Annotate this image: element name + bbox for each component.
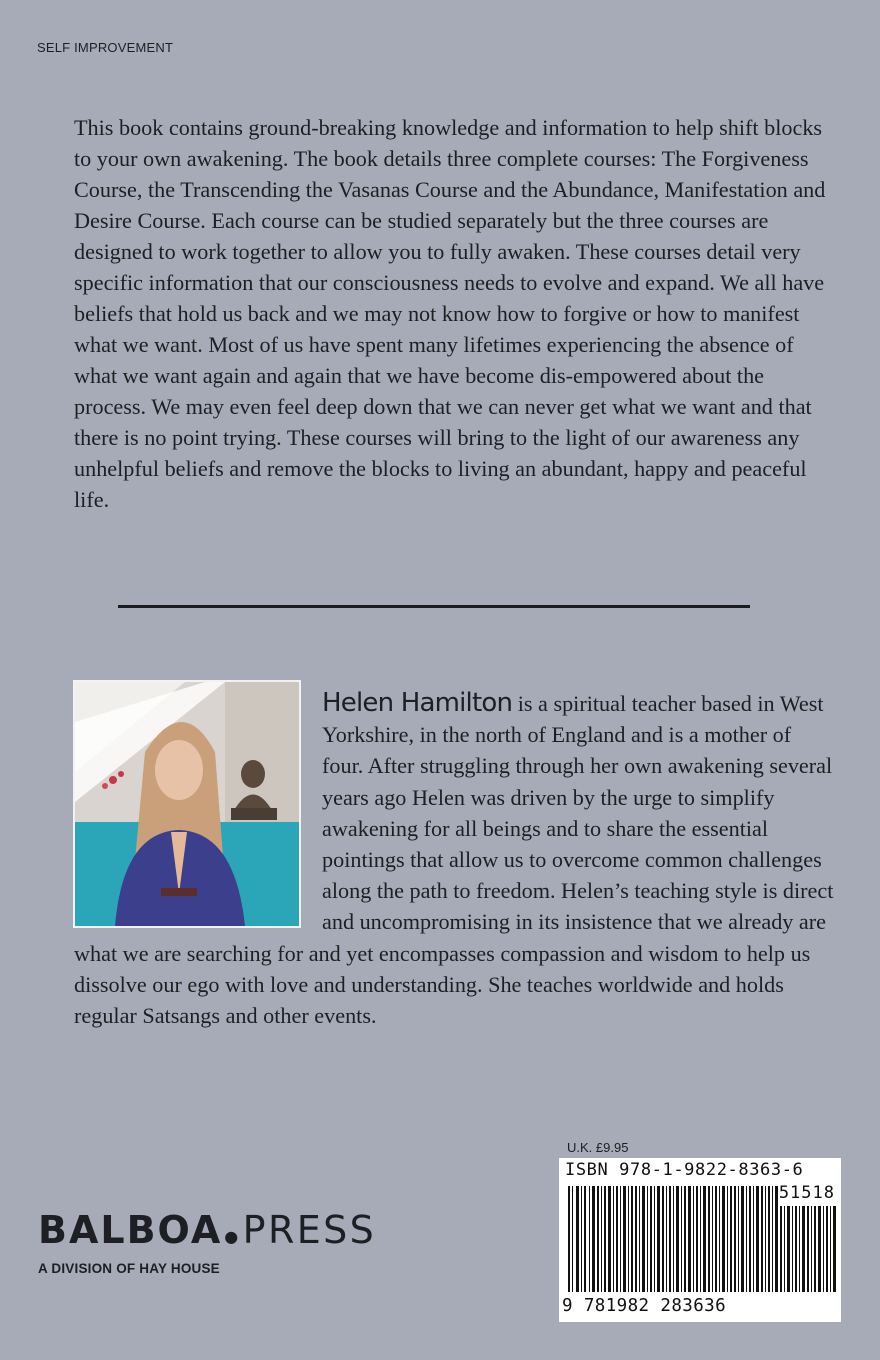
- barcode: [559, 1158, 841, 1322]
- publisher-name-bold: BALBOA: [38, 1208, 223, 1252]
- author-name: Helen Hamilton: [322, 688, 513, 718]
- price-label: U.K. £9.95: [567, 1140, 629, 1155]
- publisher-dot-icon: ●: [224, 1227, 241, 1246]
- author-bio-text: is a spiritual teacher based in West Yorkshire, in the north of England and is a mother of four. After struggling through her own awakening several years ago Helen was driven by the urge to simplify awakening for all beings and to share the essential pointings that allow us to overcome common challenges along the path to freedom. Helen’s teaching style is direct and uncompromising in its insistence that we already are what we are searching for and yet encompasses compassion and wisdom to help us dissolve our ego with love and understanding. She teaches worldwide and holds regular Satsangs and other events.: [74, 691, 834, 1029]
- publisher-name-light: PRESS: [242, 1208, 377, 1252]
- price-code: 51518: [778, 1183, 835, 1203]
- publisher-tagline: A DIVISION OF HAY HOUSE: [38, 1261, 220, 1276]
- category-label: SELF IMPROVEMENT: [37, 40, 174, 55]
- barcode-number: 9 781982 283636: [562, 1296, 727, 1316]
- isbn-text: ISBN 978-1-9822-8363-6: [565, 1160, 804, 1180]
- section-divider: [118, 605, 750, 608]
- publisher-logo: [38, 1208, 376, 1276]
- book-description: This book contains ground-breaking knowledge and information to help shift blocks to your own awakening. The book details three complete courses: The Forgiveness Course, the Transcending the Vasanas Course and the Abundance, Manifestation and Desire Course. Each course can be studied separately but the three courses are designed to work together to allow you to fully awaken. These courses detail very specific information that our consciousness needs to evolve and expand. We all have beliefs that hold us back and we may not know how to forgive or how to manifest what we want. Most of us have spent many lifetimes experiencing the absence of what we want again and again that we have become dis-empowered about the process. We may even feel deep down that we can never get what we want and that there is no point trying. These courses will bring to the light of our awareness any unhelpful beliefs and remove the blocks to living an abundant, happy and peaceful life.: [74, 115, 826, 512]
- author-bio: [74, 688, 834, 1031]
